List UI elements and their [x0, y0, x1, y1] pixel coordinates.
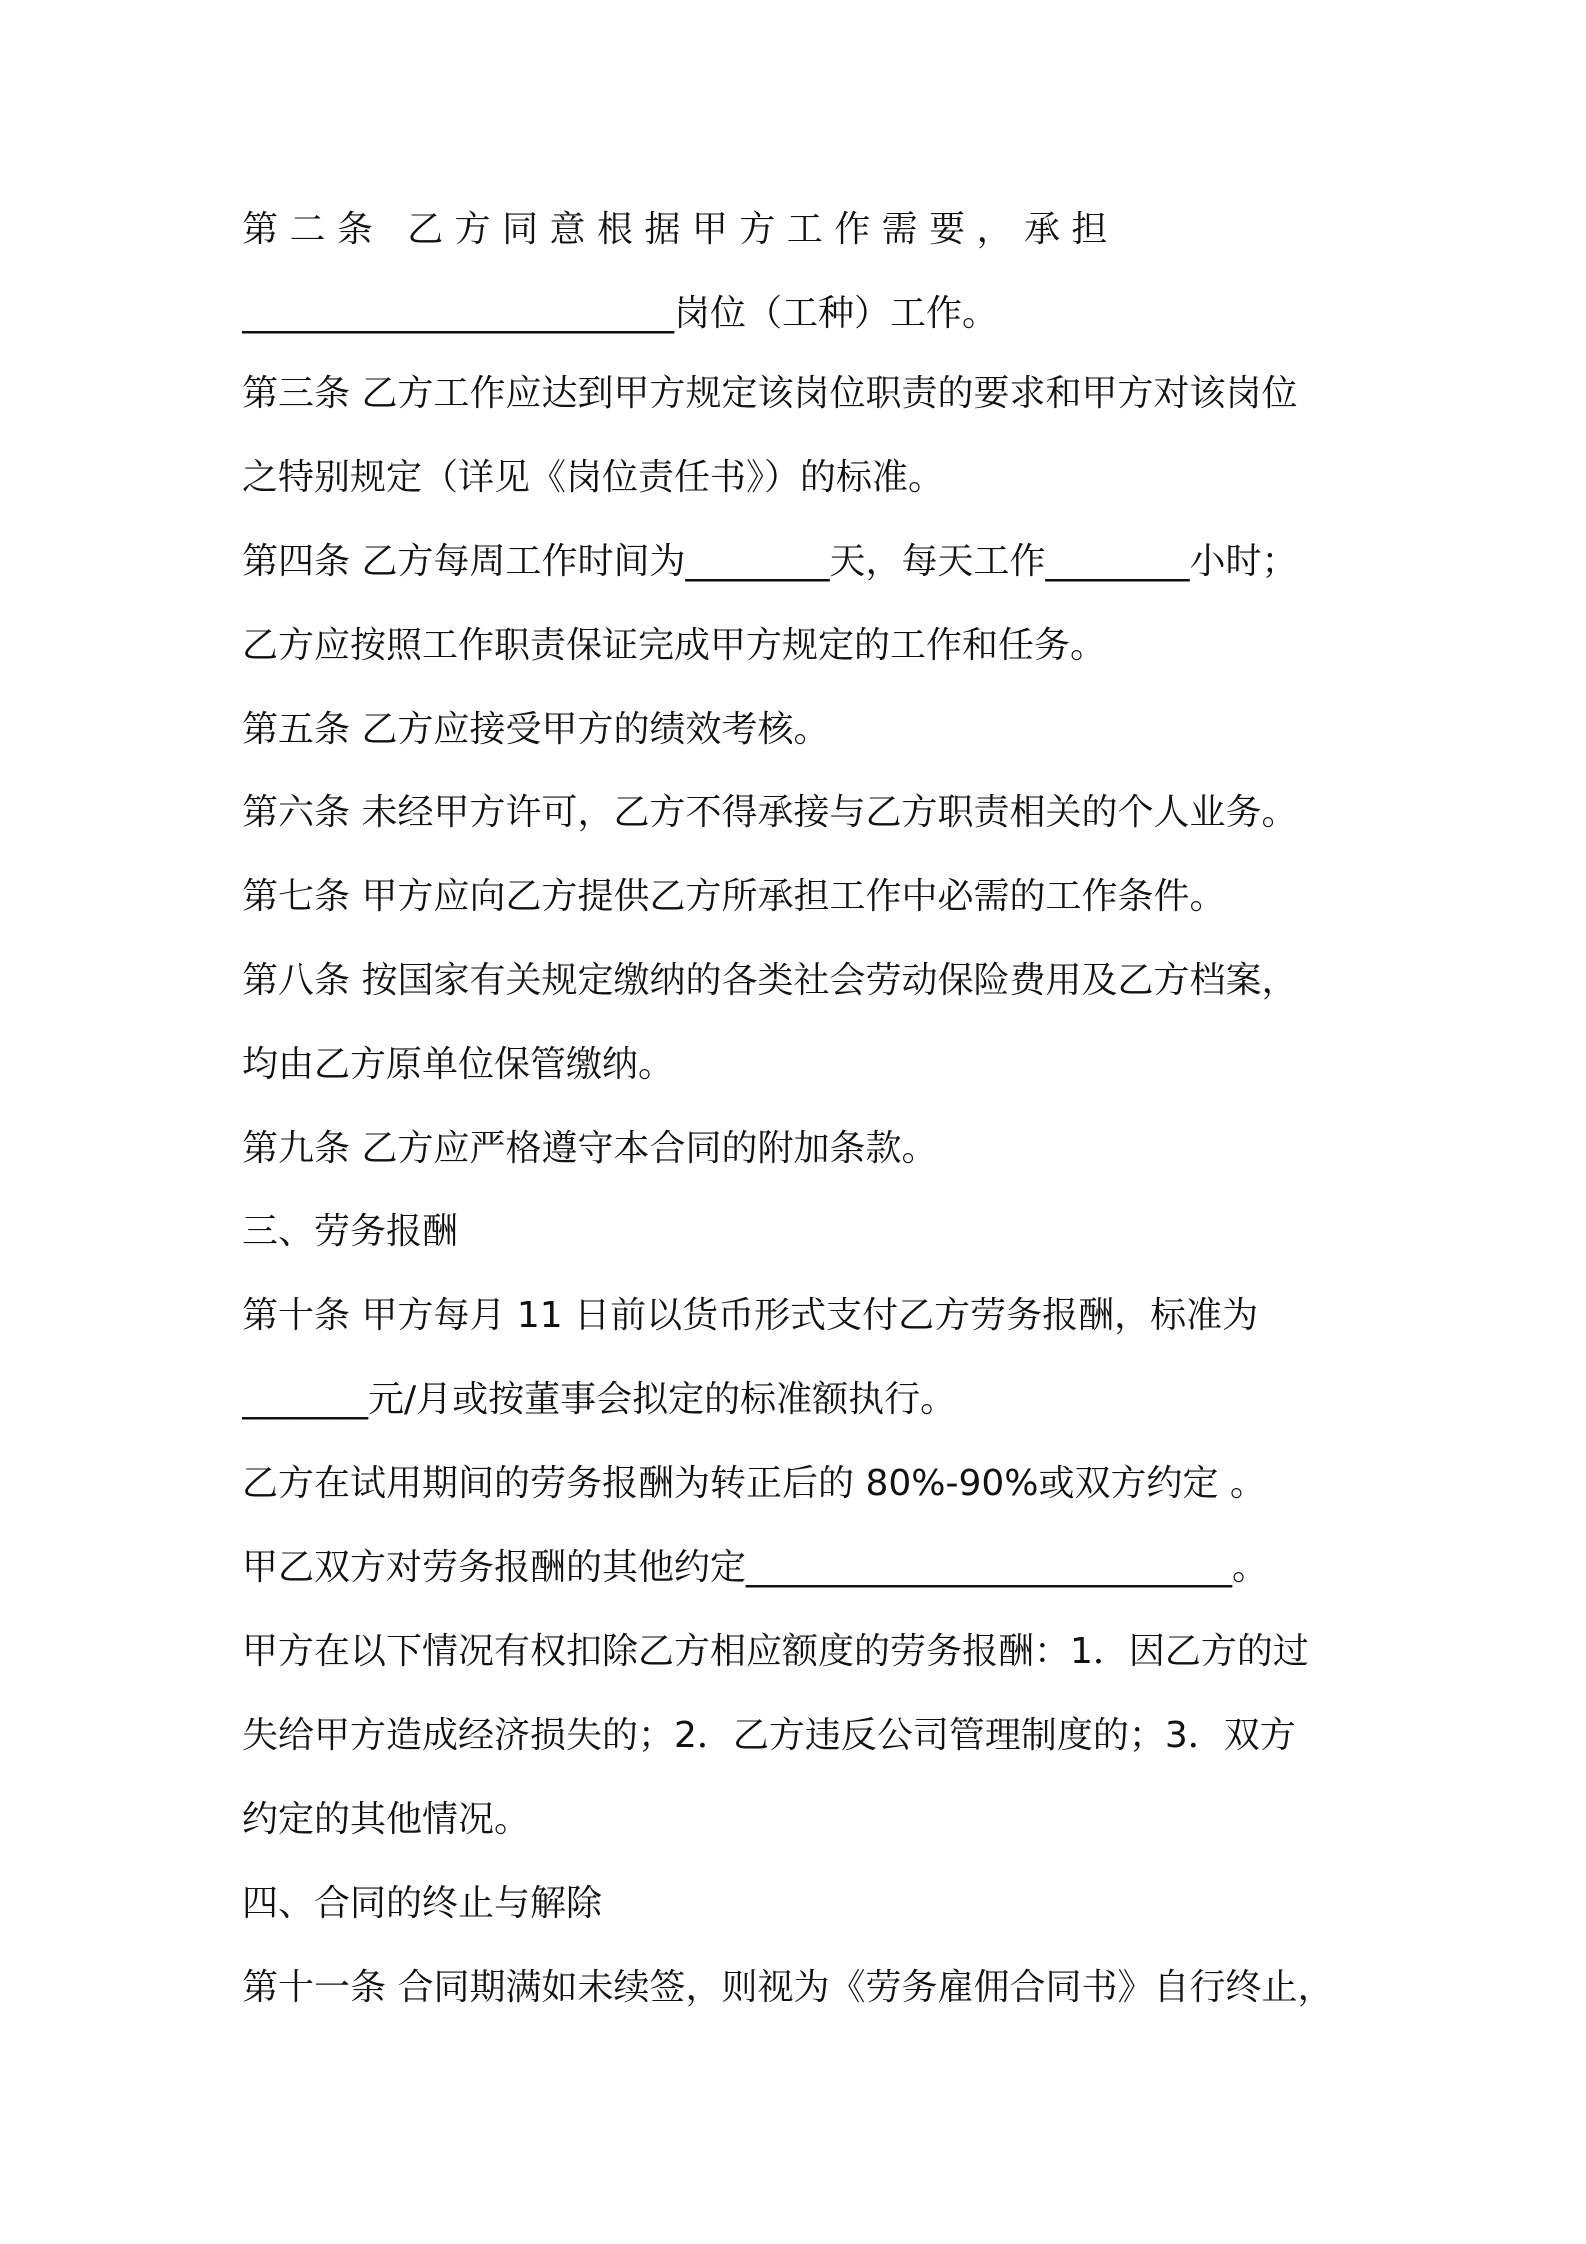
other-pay-agreement-line: 甲乙双方对劳务报酬的其他约定___________________________。	[242, 1547, 1269, 1588]
probation-pay-line: 乙方在试用期间的劳务报酬为转正后的 80%-90%或双方约定 。	[242, 1463, 1266, 1504]
article-7-line: 第七条 甲方应向乙方提供乙方所承担工作中必需的工作条件。	[242, 876, 1226, 917]
article-6-line: 第六条 未经甲方许可，乙方不得承接与乙方职责相关的个人业务。	[242, 792, 1298, 833]
deduction-line-2: 失给甲方造成经济损失的；2．乙方违反公司管理制度的；3．双方	[242, 1715, 1296, 1756]
article-2-line-2: ________________________岗位（工种）工作。	[242, 293, 999, 334]
deduction-line-3: 约定的其他情况。	[242, 1799, 531, 1840]
article-8-line-1: 第八条 按国家有关规定缴纳的各类社会劳动保险费用及乙方档案，	[242, 960, 1298, 1001]
article-3-line-1: 第三条 乙方工作应达到甲方规定该岗位职责的要求和甲方对该岗位	[242, 373, 1298, 414]
article-2-text: 第 二 条 乙 方 同 意 根 据 甲 方 工 作 需 要 ， 承 担	[242, 209, 1108, 250]
section-4-heading: 四、合同的终止与解除	[242, 1883, 603, 1924]
article-8-line-2: 均由乙方原单位保管缴纳。	[242, 1044, 675, 1085]
article-2-line-1	[242, 206, 1354, 254]
article-9-line: 第九条 乙方应严格遵守本合同的附加条款。	[242, 1128, 938, 1169]
article-5-line: 第五条 乙方应接受甲方的绩效考核。	[242, 709, 830, 750]
article-3-line-2: 之特别规定（详见《岗位责任书》）的标准。	[242, 457, 945, 498]
section-3-heading: 三、劳务报酬	[242, 1211, 459, 1252]
article-4-line-2: 乙方应按照工作职责保证完成甲方规定的工作和任务。	[242, 625, 1107, 666]
article-4-line-1: 第四条 乙方每周工作时间为________天，每天工作________小时；	[242, 541, 1298, 582]
article-11-line-1: 第十一条 合同期满如未续签，则视为《劳务雇佣合同书》自行终止，	[242, 1967, 1334, 2008]
article-10-line-2: _______元/月或按董事会拟定的标准额执行。	[242, 1379, 957, 1420]
deduction-line-1: 甲方在以下情况有权扣除乙方相应额度的劳务报酬：1．因乙方的过	[242, 1631, 1309, 1672]
article-10-line-1: 第十条 甲方每月 11 日前以货币形式支付乙方劳务报酬，标准为	[242, 1295, 1259, 1336]
